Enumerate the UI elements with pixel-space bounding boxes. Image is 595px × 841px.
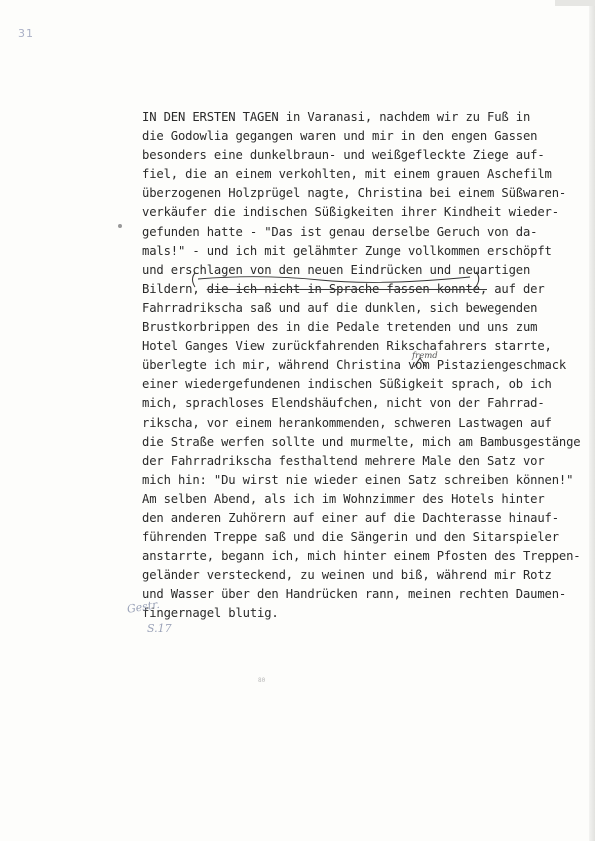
text-line: fingernagel blutig. — [142, 606, 279, 621]
text-line: geländer versteckend, zu weinen und biß, während mir Rotz — [142, 568, 552, 583]
text-line: überzogenen Holzprügel nagte, Christina bei einem Süßwaren- — [142, 186, 567, 201]
text-line: verkäufer die indischen Süßigkeiten ihrer Kindheit wieder- — [142, 205, 559, 220]
text-line: anstarrte, begann ich, mich hinter einem Pfosten des Treppen- — [142, 549, 581, 564]
text-line: und Wasser über den Handrücken rann, meinen rechten Daumen- — [142, 587, 567, 602]
text-line: Fahrradrikscha saß und auf die dunklen, sich bewegenden — [142, 300, 538, 315]
text-line: die Godowlia gegangen waren und mir in den engen Gassen — [142, 129, 538, 144]
text-line: die Straße werfen sollte und murmelte, mich am Bambusgestänge — [142, 434, 581, 449]
text-line: mich hin: "Du wirst nie wieder einen Satz schreiben können!" — [142, 472, 574, 487]
handwritten-page-number: 31 — [18, 27, 34, 40]
text-line: den anderen Zuhörern auf einer auf die Dachterasse hinauf- — [142, 510, 559, 525]
text-line: besonders eine dunkelbraun- und weißgefleckte Ziege auf- — [142, 148, 545, 163]
struck-through-text: die ich nicht in Sprache fassen konnte, — [206, 281, 487, 296]
text-line: fiel, die an einem verkohlten, mit einem grauen Aschefilm — [142, 167, 552, 182]
text-line: IN DEN ERSTEN TAGEN in Varanasi, nachdem wir zu Fuß in — [142, 110, 531, 124]
text-line: mals!" - und ich mit gelähmter Zunge vollkommen erschöpft — [142, 243, 552, 258]
handwritten-insertion: fremd — [412, 351, 438, 361]
text-line: führenden Treppe saß und die Sängerin und den Sitarspieler — [142, 530, 559, 545]
text-line: gefunden hatte - "Das ist genau derselbe Geruch von da- — [142, 224, 538, 239]
pencil-page-reference: S.17 — [147, 622, 172, 635]
pencil-annotation: Gestr. — [126, 597, 161, 616]
insertion-caret-mark — [414, 358, 426, 367]
text-line: Am selben Abend, als ich im Wohnzimmer des Hotels hinter — [142, 491, 545, 506]
text-after-deletion: auf der — [487, 281, 545, 296]
text-line: mich, sprachloses Elendshäufchen, nicht von der Fahrrad- — [142, 396, 545, 411]
deletion-bracket-right — [475, 272, 479, 288]
footer-mark: 80 — [258, 677, 266, 684]
text-before-deletion: Bildern, — [142, 281, 207, 296]
text-line: einer wiedergefundenen indischen Süßigkeit sprach, ob ich — [142, 377, 552, 392]
text-line: rikscha, vor einem herankommenden, schweren Lastwagen auf — [142, 415, 552, 430]
deletion-bracket-left — [193, 273, 196, 287]
deletion-strike-line — [198, 277, 470, 283]
text-line: Brustkorbrippen des in die Pedale tretenden und uns zum — [142, 320, 538, 335]
text-line: und erschlagen von den neuen Eindrücken und neuartigen — [142, 262, 531, 277]
text-line: der Fahrradrikscha festhaltend mehrere Male den Satz vor — [142, 453, 545, 468]
text-line: überlegte ich mir, während Christina vom Pistaziengeschmack — [142, 358, 567, 373]
text-line: Hotel Ganges View zurückfahrenden Rikschafahrers starrte, — [142, 339, 552, 354]
